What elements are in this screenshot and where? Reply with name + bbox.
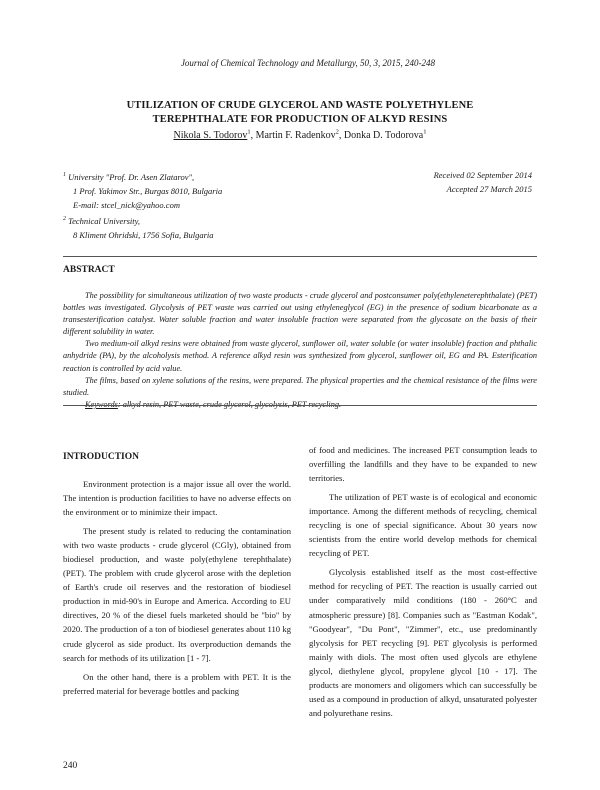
affiliation-1-line-1: $^1$ University "Prof. Dr. Asen Zlatarov",	[63, 171, 195, 182]
divider-bottom	[63, 405, 537, 406]
title-line-1: UTILIZATION OF CRUDE GLYCEROL AND WASTE POLYETHYLENE	[126, 100, 474, 111]
keywords-list: : alkyd resin, PET waste, crude glycerol, glycolysis, PET recycling.	[117, 399, 342, 409]
affiliation-2-line-1: $^2$ Technical University,	[63, 215, 141, 226]
title-line-2: TEREPHTHALATE FOR PRODUCTION OF ALKYD RESINS	[152, 114, 448, 125]
author-2: Martin F. Radenkov$^2$,	[255, 129, 344, 142]
abstract-body	[63, 290, 537, 411]
body-paragraph: Environment protection is a major issue all over the world. The intention is production facilities to have no adverse effects on the environment or to minimize their impact.	[63, 479, 291, 518]
paper-title	[60, 99, 540, 127]
affiliation-2-line-2: 8 Kliment Ohridski, 1756 Sofia, Bulgaria	[73, 229, 214, 240]
accepted-date: Accepted 27 March 2015	[446, 184, 532, 194]
abstract-paragraph: The possibility for simultaneous utilization of two waste products - crude glycerol and postconsumer poly(ethyleneterephthalate) (PET) bottles was investigated. Glycolysis of PET waste was carried out using ethyleneglycol (EG) in the presence of sodium bicarbonate as a transesterification catalyst. Water soluble fraction and water insoluble fraction were separated from the glycosate on the basis of their different solubility in water.	[63, 291, 537, 337]
journal-header: Journal of Chemical Technology and Metallurgy, 50, 3, 2015, 240-248	[180, 58, 435, 68]
keywords-label: Keywords	[85, 399, 118, 409]
introduction-heading: INTRODUCTION	[63, 452, 140, 462]
article-dates	[434, 168, 532, 196]
author-3: Donka D. Todorova$^1$	[343, 129, 427, 142]
received-date: Received 02 September 2014	[433, 170, 532, 180]
text-column-right	[309, 443, 537, 725]
body-paragraph: On the other hand, there is a problem with PET. It is the preferred material for beverage bottles and packing	[63, 671, 291, 696]
text-column-left	[63, 477, 291, 703]
abstract-paragraph: The films, based on xylene solutions of the resins, were prepared. The physical properties and the chemical resistance of the films were studied.	[63, 375, 537, 397]
affiliation-1-line-2: 1 Prof. Yakimov Str., Burgas 8010, Bulgaria	[73, 185, 223, 196]
affiliations	[63, 168, 222, 242]
page-number: 240	[63, 761, 78, 771]
author-1: Nikola S. Todorov$^1$,	[173, 129, 256, 142]
body-paragraph: Glycolysis established itself as the most cost-effective method for recycling of PET. The reaction is usually carried out under comparatively mild conditions (180 - 260°C and atmospheric pressure) [8]. Companies such as "Eastman Kodak", "Goodyear", "Du Pont", "Zimmer", etc., use predominantly glycolysis for PET recycling [9]. PET glycolysis is performed mainly with diols. The most often used glycols are ethylene glycol, diethylene glycol, propylene glycol [10 - 17]. The products are monomers and oligomers which can successfully be used as a compound in production of alkyd, unsaturated polyester and polyurethane resins.	[309, 567, 537, 718]
body-paragraph: of food and medicines. The increased PET consumption leads to overfilling the landfills and they have to be expanded to new territories.	[309, 445, 537, 484]
abstract-paragraph: Two medium-oil alkyd resins were obtained from waste glycerol, sunflower oil, water soluble (or water insoluble) fraction and phthalic anhydride (PA), by the alcoholysis method. A reference alkyd resin was synthesized from glycerol, sunflower oil, EG and PA. Esterification reaction is controlled by acid value.	[63, 339, 537, 373]
abstract-heading: ABSTRACT	[63, 265, 115, 275]
author-list	[60, 129, 540, 141]
body-paragraph: The present study is related to reducing the contamination with two waste products - crude glycerol (CGly), obtained from biodiesel production, and waste poly(ethylene terephthalate) (PET). The problem with crude glycerol arose with the depletion of Earth's crude oil reserves and the restoration of biodiesel production in mid-90's in Europe and America. According to EU directives, 20 % of the diesel fuels marketed should be "bio" by 2020. The production of a ton of biodiesel generates about 110 kg crude glycerol as side product. Its overproduction demands the search for methods of its utilization [1 - 7].	[63, 526, 291, 663]
divider-top	[63, 256, 537, 257]
author-email: E-mail: stcel_nick@yahoo.com	[73, 199, 180, 210]
body-paragraph: The utilization of PET waste is of ecological and economic importance. Among the different methods of recycling, chemical recycling is one of special significance. About 30 years now scientists from the entire world develop methods for chemical recycling of PET.	[309, 492, 537, 559]
